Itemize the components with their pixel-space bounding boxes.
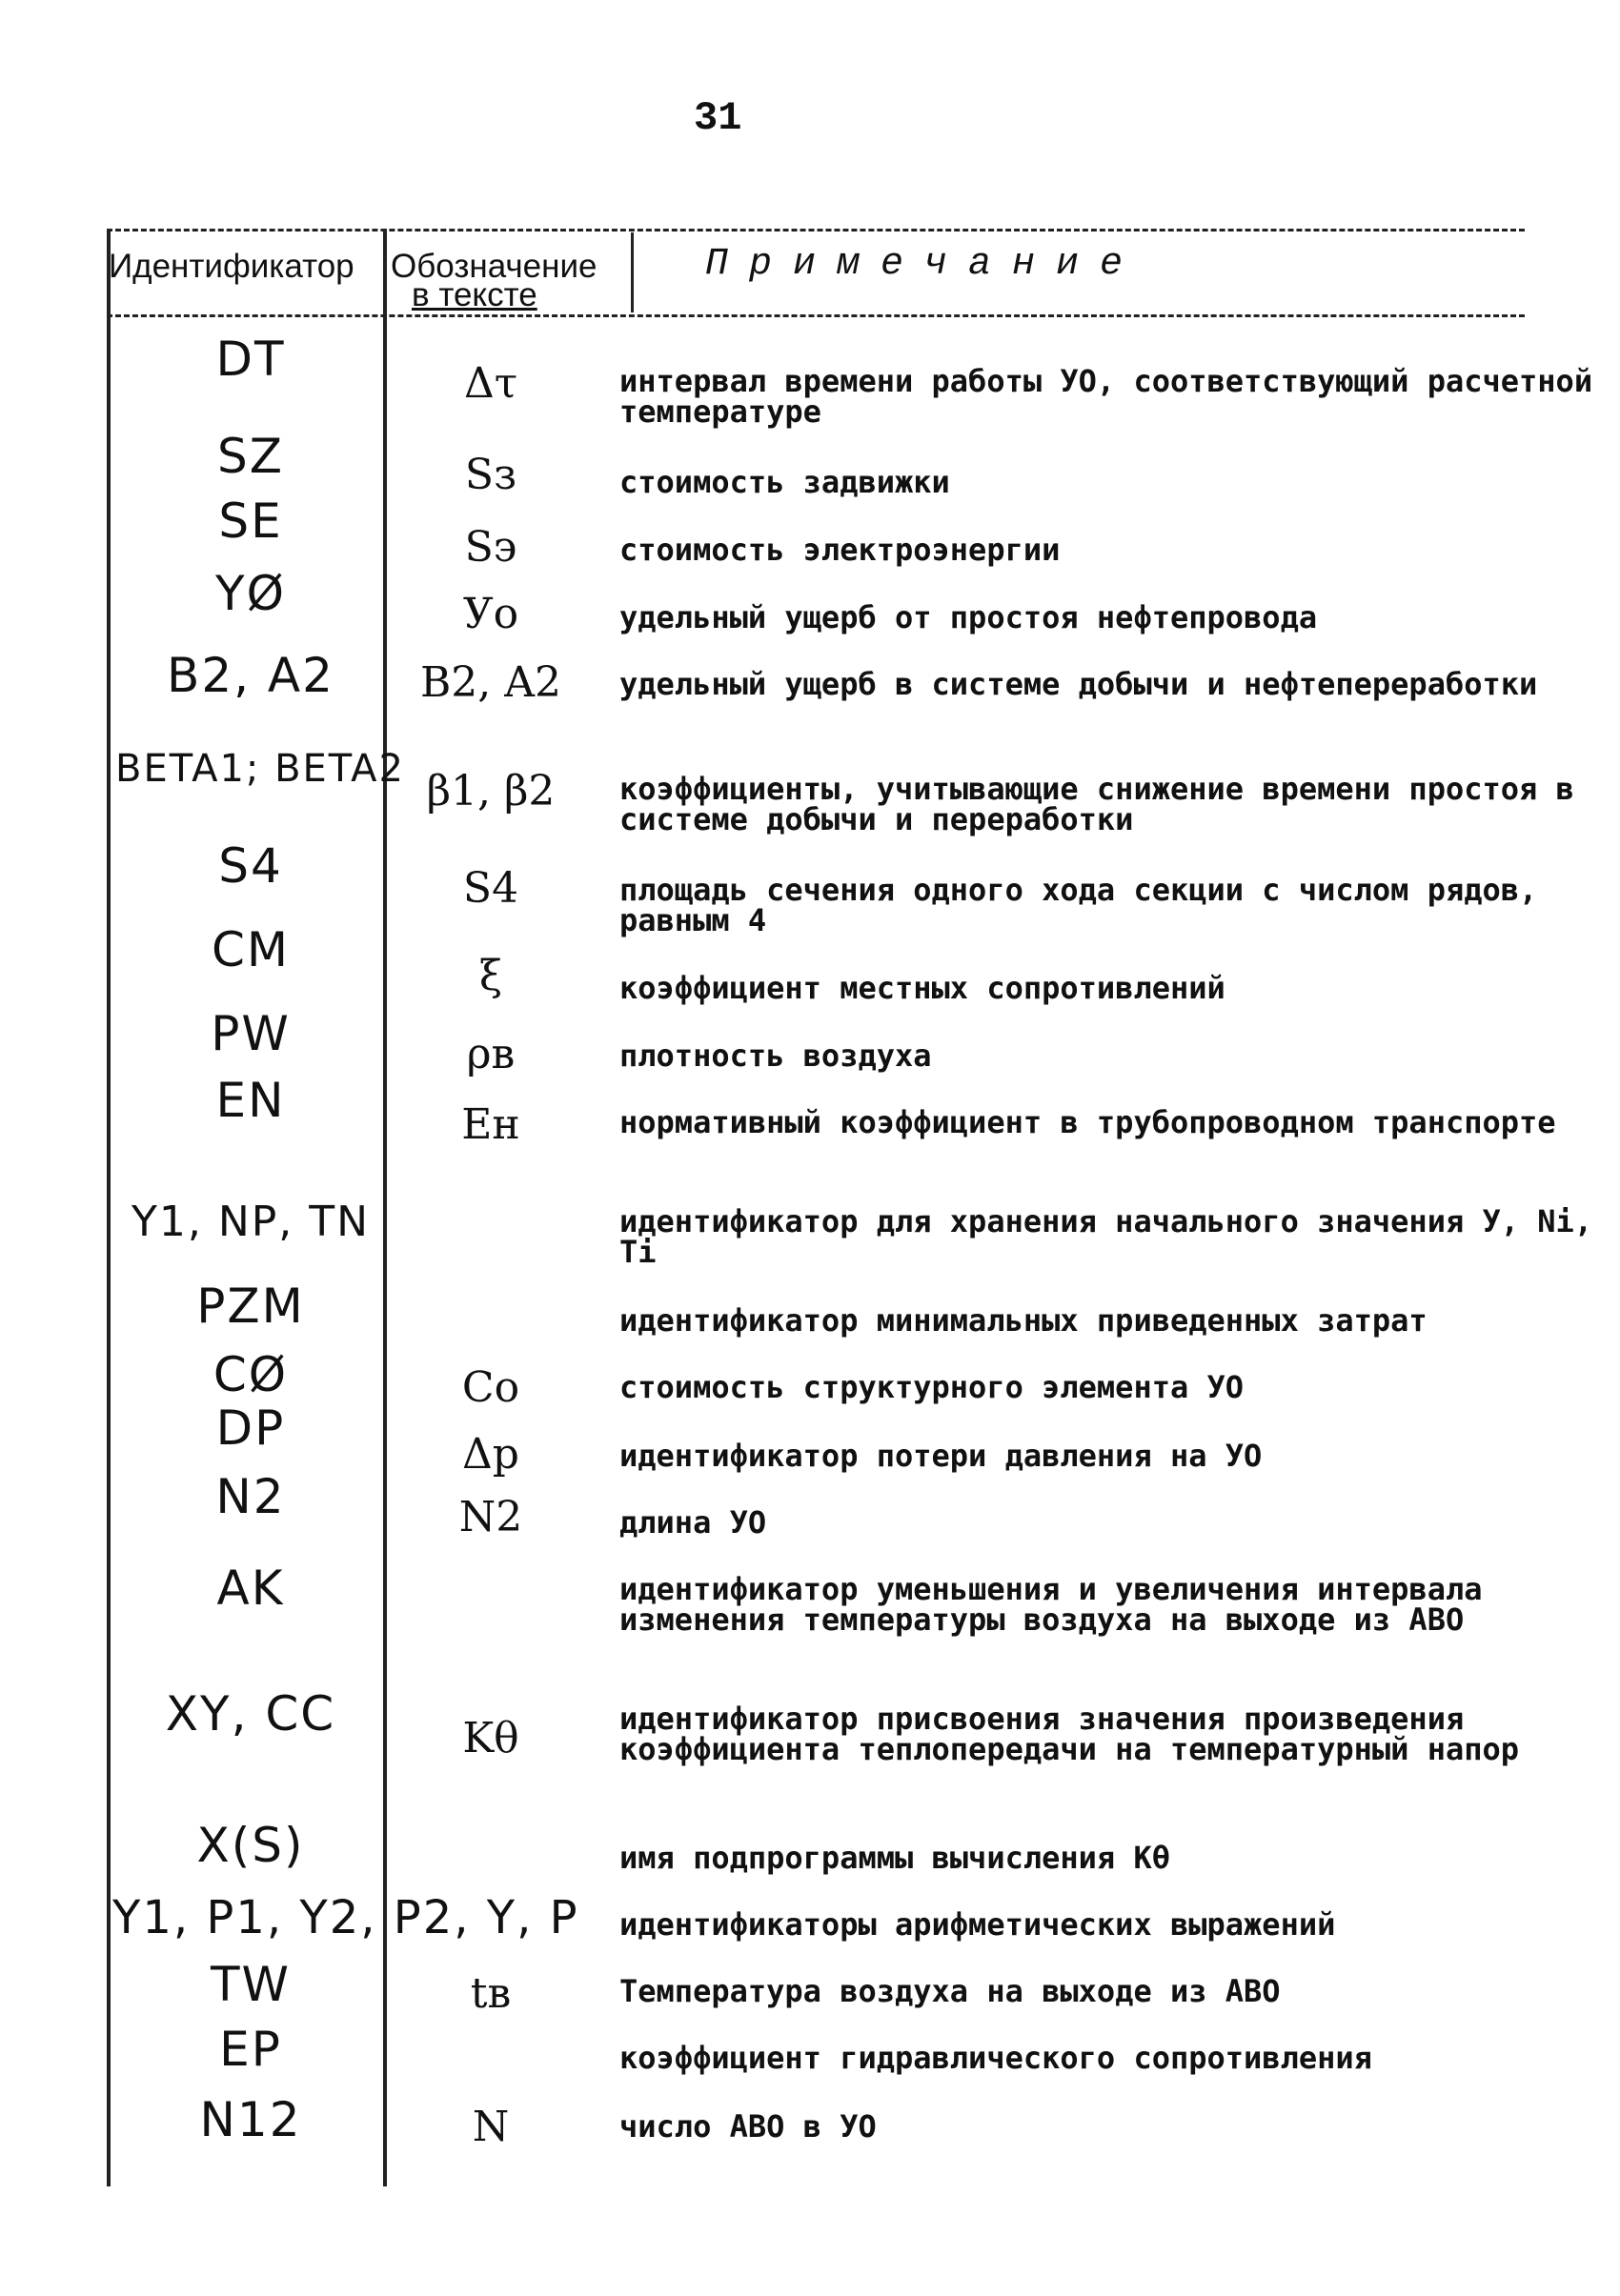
designation-cell: N2: [458, 1493, 523, 1541]
identifier-cell: N12: [199, 2092, 302, 2147]
page-number: 31: [694, 95, 742, 141]
designation-cell: S4: [462, 864, 519, 913]
note-cell: идентификатор для хранения начального значения У, Ni, Ti: [619, 1203, 1593, 1270]
note-cell: стоимость электроэнергии: [619, 532, 1061, 568]
identifier-cell: SZ: [217, 429, 284, 484]
identifier-cell: TW: [211, 1957, 291, 2012]
note-cell: коэффициенты, учитывающие снижение времени простоя в системе добычи и переработки: [619, 771, 1574, 837]
designation-cell: ξ: [478, 952, 503, 1000]
note-cell: площадь сечения одного хода секции с числом рядов, равным 4: [619, 872, 1538, 938]
note-cell: идентификатор уменьшения и увеличения интервала изменения температуры воздуха на выходе из АВО: [619, 1571, 1483, 1638]
note-cell: коэффициент местных сопротивлений: [619, 970, 1225, 1006]
designation-cell: tв: [470, 1969, 512, 2018]
note-cell: стоимость задвижки: [619, 464, 950, 500]
identifier-cell: SE: [218, 493, 283, 549]
designation-cell: B2, A2: [419, 658, 562, 707]
header-identifier: Идентификатор: [109, 248, 354, 285]
identifier-cell: DP: [215, 1400, 286, 1456]
note-cell: удельный ущерб от простоя нефтепровода: [619, 599, 1318, 635]
table-top-rule: [107, 229, 1525, 232]
note-cell: длина УО: [619, 1504, 767, 1541]
identifier-cell: N2: [215, 1469, 286, 1524]
note-cell: стоимость структурного элемента УО: [619, 1369, 1245, 1405]
note-cell: удельный ущерб в системе добычи и нефтепереработки: [619, 666, 1538, 702]
identifier-cell: S4: [218, 838, 283, 894]
identifier-cell: EN: [215, 1073, 286, 1128]
column-divider-2: [631, 232, 634, 312]
identifier-cell: B2, A2: [167, 648, 334, 703]
note-cell: Температура воздуха на выходе из АВО: [619, 1973, 1281, 2009]
designation-cell: Kθ: [462, 1714, 519, 1762]
header-bottom-rule: [107, 314, 1525, 317]
identifier-cell: BETA1; BETA2: [115, 747, 405, 791]
identifier-cell: EP: [219, 2022, 282, 2077]
note-cell: идентификатор присвоения значения произведения коэффициента теплопередачи на температурный напор: [619, 1701, 1520, 1767]
note-cell: имя подпрограммы вычисления Kθ: [619, 1840, 1170, 1876]
designation-cell: Ен: [461, 1100, 520, 1149]
note-cell: идентификатор потери давления на УО: [619, 1438, 1263, 1474]
note-cell: коэффициент гидравлического сопротивления: [619, 2040, 1372, 2076]
identifier-cell: PW: [211, 1006, 291, 1061]
identifier-cell: XY, CC: [165, 1686, 336, 1742]
note-cell: идентификатор минимальных приведенных затрат: [619, 1302, 1428, 1339]
note-cell: идентификаторы арифметических выражений: [619, 1906, 1336, 1943]
designation-cell: Δp: [462, 1430, 519, 1479]
designation-cell: ρв: [466, 1030, 516, 1078]
designation-cell: Δτ: [463, 359, 518, 408]
identifier-cell: CM: [211, 922, 291, 977]
designation-cell: Уо: [462, 590, 519, 638]
identifier-cell: YØ: [215, 566, 286, 621]
designation-cell: β1, β2: [426, 767, 556, 816]
identifier-cell: X(S): [196, 1818, 305, 1873]
note-cell: плотность воздуха: [619, 1037, 932, 1074]
identifier-cell: Y1, P1, Y2, P2, Y, P: [112, 1891, 579, 1944]
designation-cell: Со: [461, 1363, 520, 1412]
header-note: Примечание: [705, 243, 1144, 286]
designation-cell: Sз: [464, 451, 517, 499]
table-left-border: [107, 229, 111, 2186]
header-designation-line1: Обозначение: [391, 248, 597, 285]
note-cell: интервал времени работы УО, соответствующий расчетной температуре: [619, 363, 1593, 430]
note-cell: число АВО в УО: [619, 2108, 877, 2145]
designation-cell: N: [472, 2103, 510, 2151]
identifier-cell: AK: [216, 1561, 285, 1616]
designation-cell: Sэ: [464, 523, 517, 572]
identifier-cell: PZM: [196, 1279, 305, 1334]
header-designation-line2: в тексте: [412, 276, 537, 313]
identifier-cell: Y1, NP, TN: [131, 1198, 371, 1246]
identifier-cell: CØ: [213, 1347, 289, 1402]
identifier-cell: DT: [215, 332, 286, 387]
note-cell: нормативный коэффициент в трубопроводном транспорте: [619, 1104, 1556, 1140]
